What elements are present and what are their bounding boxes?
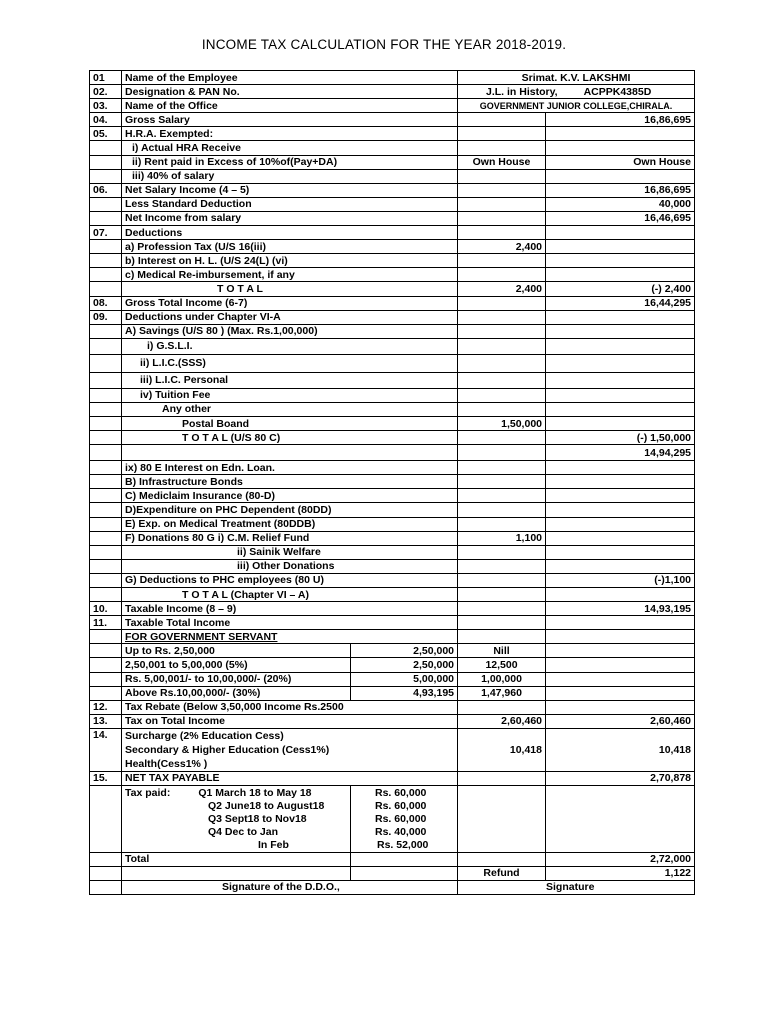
table-row bbox=[90, 416, 695, 430]
table-row bbox=[90, 588, 695, 602]
gross-salary-value: 16,86,695 bbox=[546, 113, 695, 127]
office-name: GOVERNMENT JUNIOR COLLEGE,CHIRALA. bbox=[458, 99, 695, 113]
table-row bbox=[90, 838, 695, 852]
table-row bbox=[90, 282, 695, 296]
any-other-label: Any other bbox=[122, 402, 458, 416]
table-row bbox=[90, 852, 695, 866]
table-row bbox=[90, 517, 695, 531]
surcharge-cell bbox=[122, 728, 458, 771]
table-row bbox=[90, 489, 695, 503]
surcharge-line-3: Health(Cess1% ) bbox=[125, 757, 208, 770]
own-house-2: Own House bbox=[546, 155, 695, 169]
table-row bbox=[90, 402, 695, 416]
row-number: 01 bbox=[90, 71, 122, 85]
designation-label: Designation & PAN No. bbox=[122, 85, 458, 99]
phc-employees-label: G) Deductions to PHC employees (80 U) bbox=[122, 573, 458, 587]
slab-label: Above Rs.10,00,000/- (30%) bbox=[122, 686, 351, 700]
table-row bbox=[90, 866, 695, 880]
slab-tax: 12,500 bbox=[458, 658, 546, 672]
lic-sss-label: ii) L.I.C.(SSS) bbox=[122, 354, 458, 372]
table-row bbox=[90, 127, 695, 141]
total-80c-value: (-) 1,50,000 bbox=[546, 431, 695, 445]
row-number: 10. bbox=[90, 602, 122, 616]
designation-pan bbox=[458, 85, 695, 99]
refund-label: Refund bbox=[458, 866, 546, 880]
table-row bbox=[90, 771, 695, 785]
net-tax-payable-value: 2,70,878 bbox=[546, 771, 695, 785]
total-label: Total bbox=[122, 852, 351, 866]
office-label: Name of the Office bbox=[122, 99, 458, 113]
row-number: 09. bbox=[90, 310, 122, 324]
medical-treatment-label: E) Exp. on Medical Treatment (80DDB) bbox=[122, 517, 458, 531]
table-row bbox=[90, 545, 695, 559]
rent-paid-label: ii) Rent paid in Excess of 10%of(Pay+DA) bbox=[122, 155, 458, 169]
slab-label: Up to Rs. 2,50,000 bbox=[122, 644, 351, 658]
donations-label: F) Donations 80 G i) C.M. Relief Fund bbox=[122, 531, 458, 545]
net-income-salary-label: Net Income from salary bbox=[122, 211, 458, 225]
tuition-fee-label: iv) Tuition Fee bbox=[122, 388, 458, 402]
tax-paid-amount: Rs. 40,000 bbox=[351, 825, 458, 838]
total-80c-label: T O T A L (U/S 80 C) bbox=[122, 431, 458, 445]
table-row bbox=[90, 240, 695, 254]
table-row bbox=[90, 812, 695, 825]
taxable-income-label: Taxable Income (8 – 9) bbox=[122, 602, 458, 616]
row-number: 11. bbox=[90, 616, 122, 630]
tax-paid-quarter: Q4 Dec to Jan bbox=[122, 825, 351, 838]
table-row bbox=[90, 503, 695, 517]
table-row bbox=[90, 531, 695, 545]
chapter-via-total-label: T O T A L (Chapter VI – A) bbox=[122, 588, 458, 602]
tax-total-income-label: Tax on Total Income bbox=[122, 714, 458, 728]
tax-paid-label: Tax paid: bbox=[125, 786, 171, 799]
table-row bbox=[90, 310, 695, 324]
tax-total-income-col3: 2,60,460 bbox=[458, 714, 546, 728]
net-income-salary-value: 16,46,695 bbox=[546, 211, 695, 225]
gsli-label: i) G.S.L.I. bbox=[122, 338, 458, 354]
phc-dependent-label: D)Expenditure on PHC Dependent (80DD) bbox=[122, 503, 458, 517]
deductions-total-col4: (-) 2,400 bbox=[546, 282, 695, 296]
total-value: 2,72,000 bbox=[546, 852, 695, 866]
row-number: 12. bbox=[90, 700, 122, 714]
table-row bbox=[90, 254, 695, 268]
profession-tax-label: a) Profession Tax (U/S 16(iii) bbox=[122, 240, 458, 254]
row-number: 08. bbox=[90, 296, 122, 310]
employee-name: Srimat. K.V. LAKSHMI bbox=[458, 71, 695, 85]
hra-label: H.R.A. Exempted: bbox=[122, 127, 458, 141]
standard-deduction-value: 40,000 bbox=[546, 197, 695, 211]
row-number: 05. bbox=[90, 127, 122, 141]
table-row bbox=[90, 573, 695, 587]
deductions-label: Deductions bbox=[122, 226, 458, 240]
tax-rebate-label: Tax Rebate (Below 3,50,000 Income Rs.2500 bbox=[122, 700, 458, 714]
surcharge-line-1: Surcharge (2% Education Cess) bbox=[125, 729, 284, 742]
table-row bbox=[90, 197, 695, 211]
slab-amount: 4,93,195 bbox=[351, 686, 458, 700]
table-row bbox=[90, 616, 695, 630]
refund-value: 1,122 bbox=[546, 866, 695, 880]
infra-bonds-label: B) Infrastructure Bonds bbox=[122, 475, 458, 489]
table-row bbox=[90, 141, 695, 155]
pan-number: ACPPK4385D bbox=[583, 85, 652, 98]
employee-name-label: Name of the Employee bbox=[122, 71, 458, 85]
table-row bbox=[90, 169, 695, 183]
table-row bbox=[90, 672, 695, 686]
slab-amount: 2,50,000 bbox=[351, 658, 458, 672]
table-row bbox=[90, 686, 695, 700]
medical-reimb-label: c) Medical Re-imbursement, if any bbox=[122, 268, 458, 282]
tax-paid-amount: Rs. 52,000 bbox=[351, 838, 458, 852]
slab-amount: 2,50,000 bbox=[351, 644, 458, 658]
signature-row bbox=[90, 880, 695, 894]
table-row bbox=[90, 296, 695, 310]
tax-total-income-col4: 2,60,460 bbox=[546, 714, 695, 728]
table-row bbox=[90, 211, 695, 225]
table-row bbox=[90, 461, 695, 475]
gross-total-income-label: Gross Total Income (6-7) bbox=[122, 296, 458, 310]
table-row bbox=[90, 786, 695, 800]
tax-calculation-table bbox=[89, 70, 695, 895]
surcharge-line-2: Secondary & Higher Education (Cess1%) bbox=[125, 743, 330, 756]
table-row bbox=[90, 354, 695, 372]
row-number: 13. bbox=[90, 714, 122, 728]
tax-paid-cell bbox=[122, 786, 351, 800]
edn-loan-label: ix) 80 E Interest on Edn. Loan. bbox=[122, 461, 458, 475]
cm-relief-value: 1,100 bbox=[458, 531, 546, 545]
slab-tax: 1,00,000 bbox=[458, 672, 546, 686]
tax-paid-quarter: In Feb bbox=[122, 838, 351, 852]
slab-amount: 5,00,000 bbox=[351, 672, 458, 686]
table-row bbox=[90, 658, 695, 672]
table-row bbox=[90, 431, 695, 445]
table-row bbox=[90, 475, 695, 489]
profession-tax-value: 2,400 bbox=[458, 240, 546, 254]
page-title: INCOME TAX CALCULATION FOR THE YEAR 2018-2019. bbox=[201, 37, 567, 52]
table-row bbox=[90, 700, 695, 714]
table-row bbox=[90, 372, 695, 388]
row-number: 15. bbox=[90, 771, 122, 785]
net-tax-payable-label: NET TAX PAYABLE bbox=[122, 771, 458, 785]
other-donations-label: iii) Other Donations bbox=[122, 559, 458, 573]
lic-personal-label: iii) L.I.C. Personal bbox=[122, 372, 458, 388]
postal-bond-label: Postal Boand bbox=[122, 416, 458, 430]
tax-paid-amount: Rs. 60,000 bbox=[351, 812, 458, 825]
tax-paid-amount: Rs. 60,000 bbox=[351, 786, 458, 800]
row-number: 02. bbox=[90, 85, 122, 99]
row-number: 03. bbox=[90, 99, 122, 113]
balance-after-80c: 14,94,295 bbox=[546, 445, 695, 461]
slab-tax: 1,47,960 bbox=[458, 686, 546, 700]
hra-actual-label: i) Actual HRA Receive bbox=[122, 141, 458, 155]
tax-paid-quarter: Q2 June18 to August18 bbox=[122, 799, 351, 812]
govt-servant-heading bbox=[122, 630, 458, 644]
taxable-income-value: 14,93,195 bbox=[546, 602, 695, 616]
table-row bbox=[90, 799, 695, 812]
govt-servant-heading-text: FOR GOVERNMENT SERVANT bbox=[125, 630, 278, 643]
table-row bbox=[90, 85, 695, 99]
table-row bbox=[90, 644, 695, 658]
tax-paid-amount: Rs. 60,000 bbox=[351, 799, 458, 812]
table-row bbox=[90, 324, 695, 338]
table-row bbox=[90, 559, 695, 573]
tax-paid-quarter: Q3 Sept18 to Nov18 bbox=[122, 812, 351, 825]
postal-bond-value: 1,50,000 bbox=[458, 416, 546, 430]
employee-signature: Signature bbox=[458, 880, 695, 894]
table-row bbox=[90, 226, 695, 240]
table-row bbox=[90, 825, 695, 838]
own-house-1: Own House bbox=[458, 155, 546, 169]
tax-paid-quarter: Q1 March 18 to May 18 bbox=[198, 786, 312, 799]
row-number: 14. bbox=[90, 728, 122, 771]
row-number: 04. bbox=[90, 113, 122, 127]
forty-percent-label: iii) 40% of salary bbox=[122, 169, 458, 183]
table-row bbox=[90, 183, 695, 197]
gross-salary-label: Gross Salary bbox=[122, 113, 458, 127]
table-row bbox=[90, 728, 695, 771]
gross-total-income-value: 16,44,295 bbox=[546, 296, 695, 310]
table-row bbox=[90, 388, 695, 402]
table-row bbox=[90, 338, 695, 354]
table-row bbox=[90, 445, 695, 461]
surcharge-col4: 10,418 bbox=[546, 728, 695, 771]
table-row bbox=[90, 113, 695, 127]
sainik-welfare-label: ii) Sainik Welfare bbox=[122, 545, 458, 559]
table-row bbox=[90, 268, 695, 282]
table-row bbox=[90, 71, 695, 85]
table-row bbox=[90, 602, 695, 616]
housing-loan-label: b) Interest on H. L. (U/S 24(L) (vi) bbox=[122, 254, 458, 268]
savings-label: A) Savings (U/S 80 ) (Max. Rs.1,00,000) bbox=[122, 324, 458, 338]
table-row bbox=[90, 714, 695, 728]
row-number: 07. bbox=[90, 226, 122, 240]
table-row bbox=[90, 99, 695, 113]
net-salary-label: Net Salary Income (4 – 5) bbox=[122, 183, 458, 197]
net-salary-value: 16,86,695 bbox=[546, 183, 695, 197]
deductions-total-label: T O T A L bbox=[122, 282, 458, 296]
row-number: 06. bbox=[90, 183, 122, 197]
ddo-signature: Signature of the D.D.O., bbox=[122, 880, 458, 894]
table-row bbox=[90, 630, 695, 644]
mediclaim-label: C) Mediclaim Insurance (80-D) bbox=[122, 489, 458, 503]
deductions-total-col3: 2,400 bbox=[458, 282, 546, 296]
table-row bbox=[90, 155, 695, 169]
surcharge-col3: 10,418 bbox=[458, 728, 546, 771]
slab-label: 2,50,001 to 5,00,000 (5%) bbox=[122, 658, 351, 672]
chapter-via-label: Deductions under Chapter VI-A bbox=[122, 310, 458, 324]
slab-tax: Nill bbox=[458, 644, 546, 658]
taxable-total-label: Taxable Total Income bbox=[122, 616, 458, 630]
phc-employees-value: (-)1,100 bbox=[546, 573, 695, 587]
slab-label: Rs. 5,00,001/- to 10,00,000/- (20%) bbox=[122, 672, 351, 686]
designation: J.L. in History, bbox=[486, 85, 558, 98]
standard-deduction-label: Less Standard Deduction bbox=[122, 197, 458, 211]
